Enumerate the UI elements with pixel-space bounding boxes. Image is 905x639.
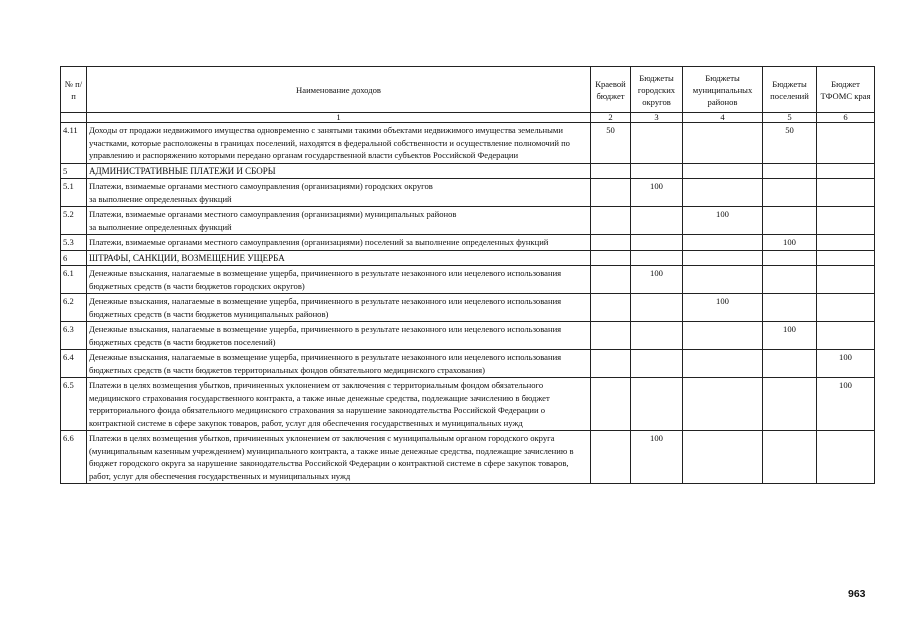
- table-row: [61, 235, 875, 251]
- header-row: [61, 67, 875, 113]
- row-number: 4.11: [61, 123, 87, 164]
- column-number: 2: [591, 113, 631, 123]
- cell-gorodskih: 100: [631, 266, 683, 294]
- row-number: 6.4: [61, 350, 87, 378]
- header-tfoms: Бюджет ТФОМС края: [817, 67, 875, 113]
- cell-tfoms: [817, 207, 875, 235]
- cell-poseleniy: 100: [763, 235, 817, 251]
- column-number: 5: [763, 113, 817, 123]
- page-number: 963: [848, 588, 866, 600]
- row-number: 5.1: [61, 179, 87, 207]
- cell-gorodskih: [631, 250, 683, 266]
- cell-poseleniy: [763, 163, 817, 179]
- row-name: Денежные взыскания, налагаемые в возмещение ущерба, причиненного в результате незаконного или нецелевого использования бюджетных средств (в части бюджетов территориальных фондов обязательного медицинского страхования): [87, 350, 591, 378]
- cell-municipal: [683, 179, 763, 207]
- row-name: Денежные взыскания, налагаемые в возмещение ущерба, причиненного в результате незаконного или нецелевого использования бюджетных средств (в части бюджетов поселений): [87, 322, 591, 350]
- row-number: 5: [61, 163, 87, 179]
- header-kraevoy: Краевой бюджет: [591, 67, 631, 113]
- row-name: ШТРАФЫ, САНКЦИИ, ВОЗМЕЩЕНИЕ УЩЕРБА: [87, 250, 591, 266]
- cell-kraevoy: [591, 431, 631, 484]
- table-row: [61, 266, 875, 294]
- cell-municipal: [683, 378, 763, 431]
- row-name: Доходы от продажи недвижимого имущества одновременно с занятыми такими объектами недвижимого имущества земельными участками, которые расположены в границах поселений, находятся в федеральной собственности и осуществление полномочий по управлению и распоряжению которыми передано органам государственной власти субъектов Российской Федерации: [87, 123, 591, 164]
- table-row: [61, 350, 875, 378]
- cell-municipal: 100: [683, 207, 763, 235]
- row-name: Денежные взыскания, налагаемые в возмещение ущерба, причиненного в результате незаконного или нецелевого использования бюджетных средств (в части бюджетов муниципальных районов): [87, 294, 591, 322]
- cell-tfoms: [817, 322, 875, 350]
- cell-poseleniy: 50: [763, 123, 817, 164]
- cell-tfoms: [817, 123, 875, 164]
- cell-tfoms: [817, 179, 875, 207]
- column-number: 6: [817, 113, 875, 123]
- row-number: 6.5: [61, 378, 87, 431]
- cell-kraevoy: [591, 266, 631, 294]
- row-number: 6.2: [61, 294, 87, 322]
- cell-tfoms: 100: [817, 378, 875, 431]
- row-number: 6: [61, 250, 87, 266]
- row-name: Платежи, взимаемые органами местного самоуправления (организациями) муниципальных районов за выполнение определенных функций: [87, 207, 591, 235]
- cell-municipal: [683, 235, 763, 251]
- table-row-section: [61, 250, 875, 266]
- cell-gorodskih: 100: [631, 179, 683, 207]
- column-number: 1: [87, 113, 591, 123]
- cell-gorodskih: [631, 207, 683, 235]
- cell-gorodskih: [631, 350, 683, 378]
- cell-municipal: [683, 250, 763, 266]
- column-number-blank: [61, 113, 87, 123]
- table-row: [61, 431, 875, 484]
- cell-poseleniy: [763, 378, 817, 431]
- cell-tfoms: 100: [817, 350, 875, 378]
- column-number: 4: [683, 113, 763, 123]
- cell-tfoms: [817, 163, 875, 179]
- table-row: [61, 179, 875, 207]
- row-number: 6.6: [61, 431, 87, 484]
- row-name: АДМИНИСТРАТИВНЫЕ ПЛАТЕЖИ И СБОРЫ: [87, 163, 591, 179]
- row-name: Платежи, взимаемые органами местного самоуправления (организациями) поселений за выполнение определенных функций: [87, 235, 591, 251]
- cell-kraevoy: [591, 378, 631, 431]
- cell-municipal: 100: [683, 294, 763, 322]
- cell-poseleniy: [763, 207, 817, 235]
- table-row-section: [61, 163, 875, 179]
- cell-municipal: [683, 431, 763, 484]
- cell-municipal: [683, 123, 763, 164]
- cell-poseleniy: [763, 350, 817, 378]
- column-number: 3: [631, 113, 683, 123]
- cell-gorodskih: [631, 235, 683, 251]
- header-name: Наименование доходов: [87, 67, 591, 113]
- table-row: [61, 207, 875, 235]
- cell-gorodskih: [631, 294, 683, 322]
- row-number: 5.3: [61, 235, 87, 251]
- cell-tfoms: [817, 266, 875, 294]
- cell-tfoms: [817, 250, 875, 266]
- cell-tfoms: [817, 431, 875, 484]
- cell-poseleniy: 100: [763, 322, 817, 350]
- row-name: Платежи в целях возмещения убытков, причиненных уклонением от заключения с муниципальным органом городского округа (муниципальным казенным учреждением) муниципального контракта, а также иные денежные средства, подлежащие зачислению в бюджет городского округа за нарушение законодательства Российской Федерации о контрактной системе в сфере закупок товаров, работ, услуг для обеспечения государственных и муниципальных нужд: [87, 431, 591, 484]
- header-num: № п/п: [61, 67, 87, 113]
- cell-poseleniy: [763, 294, 817, 322]
- cell-kraevoy: [591, 350, 631, 378]
- cell-municipal: [683, 322, 763, 350]
- row-name: Денежные взыскания, налагаемые в возмещение ущерба, причиненного в результате незаконного или нецелевого использования бюджетных средств (в части бюджетов городских округов): [87, 266, 591, 294]
- cell-tfoms: [817, 235, 875, 251]
- cell-kraevoy: [591, 207, 631, 235]
- table-row: [61, 123, 875, 164]
- cell-kraevoy: [591, 235, 631, 251]
- cell-gorodskih: [631, 163, 683, 179]
- column-number-row: [61, 113, 875, 123]
- table-row: [61, 294, 875, 322]
- cell-kraevoy: [591, 250, 631, 266]
- cell-kraevoy: [591, 294, 631, 322]
- row-name: Платежи, взимаемые органами местного самоуправления (организациями) городских округов за выполнение определенных функций: [87, 179, 591, 207]
- cell-gorodskih: [631, 322, 683, 350]
- table-row: [61, 378, 875, 431]
- cell-poseleniy: [763, 250, 817, 266]
- cell-gorodskih: [631, 123, 683, 164]
- cell-municipal: [683, 350, 763, 378]
- cell-tfoms: [817, 294, 875, 322]
- row-number: 5.2: [61, 207, 87, 235]
- cell-municipal: [683, 163, 763, 179]
- cell-poseleniy: [763, 431, 817, 484]
- header-gorodskih: Бюджеты городских округов: [631, 67, 683, 113]
- row-name: Платежи в целях возмещения убытков, причиненных уклонением от заключения с территориальным фондом обязательного медицинского страхования государственного контракта, а также иные денежные средства, подлежащие зачислению в бюджет территориального фонда обязательного медицинского страхования за нарушение законодательства Российской Федерации о контрактной системе в сфере закупок товаров, работ, услуг для обеспечения государственных и муниципальных нужд: [87, 378, 591, 431]
- cell-kraevoy: [591, 163, 631, 179]
- row-number: 6.1: [61, 266, 87, 294]
- header-poseleniy: Бюджеты поселений: [763, 67, 817, 113]
- cell-kraevoy: [591, 179, 631, 207]
- header-municipal: Бюджеты муниципальных районов: [683, 67, 763, 113]
- cell-municipal: [683, 266, 763, 294]
- table-row: [61, 322, 875, 350]
- cell-poseleniy: [763, 179, 817, 207]
- cell-gorodskih: [631, 378, 683, 431]
- cell-kraevoy: 50: [591, 123, 631, 164]
- cell-gorodskih: 100: [631, 431, 683, 484]
- revenue-table: [60, 66, 875, 484]
- cell-kraevoy: [591, 322, 631, 350]
- row-number: 6.3: [61, 322, 87, 350]
- cell-poseleniy: [763, 266, 817, 294]
